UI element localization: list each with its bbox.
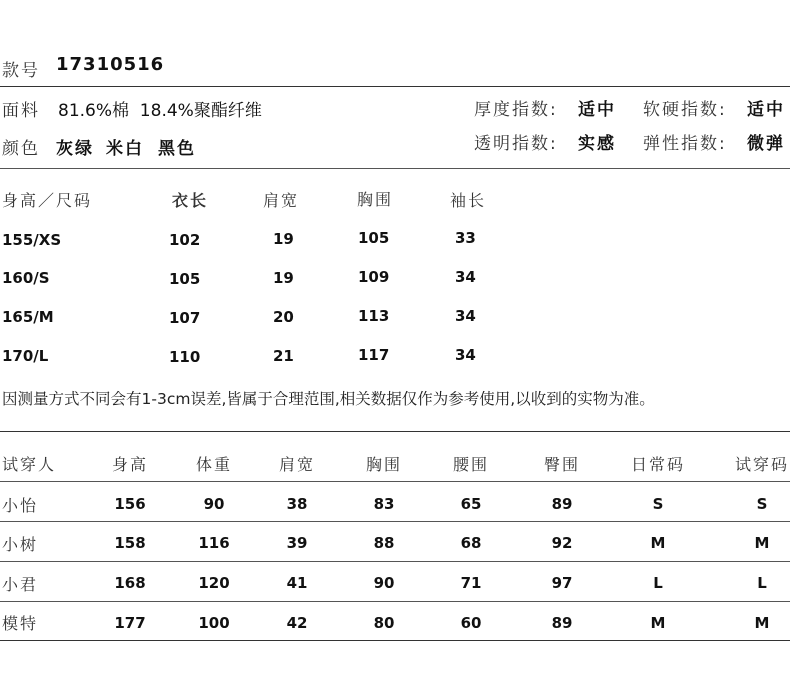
table-cell: 92 (551, 534, 573, 552)
table-cell: L (653, 574, 663, 592)
table-cell: 34 (455, 268, 476, 286)
table-cell: 156 (114, 495, 146, 513)
table-cell: 110 (169, 348, 201, 366)
table-cell: 177 (114, 614, 146, 632)
table-cell: 120 (198, 574, 230, 592)
fit-header-height: 身高 (111, 455, 149, 474)
table-row-name: 小树 (2, 535, 39, 554)
size-header-length: 衣长 (172, 191, 209, 210)
fabric-label: 面料 (2, 101, 40, 121)
elasticity-index-value: 微弹 (747, 134, 785, 154)
table-row-name: 小君 (2, 575, 39, 594)
table-cell: L (757, 574, 767, 592)
table-cell: M (754, 534, 770, 552)
table-row-name: 小怡 (2, 496, 39, 515)
table-cell: 38 (286, 495, 308, 513)
table-cell: 116 (198, 534, 230, 552)
table-cell: 34 (455, 346, 476, 364)
style-no-value: 17310516 (56, 54, 165, 75)
table-cell: 71 (460, 574, 482, 592)
color-value-1: 米白 (106, 139, 144, 159)
color-label: 颜色 (2, 139, 40, 159)
table-cell: 117 (358, 346, 390, 364)
table-cell: 68 (460, 534, 482, 552)
table-cell: 19 (273, 269, 294, 287)
divider (0, 561, 790, 562)
table-cell: 100 (198, 614, 230, 632)
table-cell: S (756, 495, 768, 513)
fit-header-chest: 胸围 (365, 455, 403, 474)
table-cell: 113 (358, 307, 390, 325)
style-no-label: 款号 (2, 61, 40, 81)
table-row-name: 模特 (2, 614, 39, 633)
table-row-size: 160/S (2, 269, 50, 287)
table-row-size: 155/XS (2, 231, 62, 249)
fit-header-hip: 臀围 (543, 455, 581, 474)
divider (0, 521, 790, 522)
table-cell: 60 (460, 614, 482, 632)
table-cell: 168 (114, 574, 146, 592)
measurement-note: 因测量方式不同会有1-3cm误差,皆属于合理范围,相关数据仅作为参考使用,以收到的实物为准。 (2, 390, 655, 408)
table-cell: 42 (286, 614, 308, 632)
thickness-index-value: 适中 (578, 100, 616, 120)
fit-header-waist: 腰围 (452, 455, 490, 474)
table-cell: 109 (358, 268, 390, 286)
divider (0, 640, 790, 641)
table-cell: 39 (286, 534, 308, 552)
fit-header-daily-size: 日常码 (630, 455, 686, 474)
table-cell: 90 (373, 574, 395, 592)
divider (0, 168, 790, 169)
transparency-index-label: 透明指数: (474, 134, 558, 154)
table-cell: 33 (455, 229, 476, 247)
table-cell: 21 (273, 347, 294, 365)
size-header-shoulder: 肩宽 (263, 191, 300, 210)
table-row-size: 165/M (2, 308, 54, 326)
thickness-index-label: 厚度指数: (474, 100, 558, 120)
divider (0, 601, 790, 602)
table-cell: 83 (373, 495, 395, 513)
fit-header-tester: 试穿人 (2, 455, 57, 474)
table-cell: 107 (169, 309, 201, 327)
divider (0, 86, 790, 87)
table-cell: 89 (551, 614, 573, 632)
table-cell: 34 (455, 307, 476, 325)
table-cell: M (650, 614, 666, 632)
table-cell: M (754, 614, 770, 632)
table-cell: S (652, 495, 664, 513)
table-cell: 20 (273, 308, 294, 326)
table-cell: 65 (460, 495, 482, 513)
size-header-chest: 胸围 (357, 190, 394, 209)
divider (0, 481, 790, 482)
softness-index-value: 适中 (747, 100, 785, 120)
table-cell: 105 (169, 270, 201, 288)
fit-header-shoulder: 肩宽 (278, 455, 316, 474)
color-value-2: 黑色 (158, 139, 196, 159)
fabric-value: 81.6%棉 18.4%聚酯纤维 (58, 101, 262, 121)
size-header-height-size: 身高／尺码 (2, 191, 93, 210)
table-cell: 97 (551, 574, 573, 592)
table-cell: 41 (286, 574, 308, 592)
size-header-sleeve: 袖长 (450, 191, 487, 210)
divider (0, 431, 790, 432)
fit-header-fit-size: 试穿码 (734, 455, 790, 474)
softness-index-label: 软硬指数: (643, 100, 727, 120)
table-cell: 90 (203, 495, 225, 513)
table-cell: 102 (169, 231, 201, 249)
table-cell: 158 (114, 534, 146, 552)
table-row-size: 170/L (2, 347, 49, 365)
table-cell: M (650, 534, 666, 552)
transparency-index-value: 实感 (578, 134, 616, 154)
table-cell: 89 (551, 495, 573, 513)
elasticity-index-label: 弹性指数: (643, 134, 727, 154)
table-cell: 19 (273, 230, 294, 248)
table-cell: 105 (358, 229, 390, 247)
table-cell: 88 (373, 534, 395, 552)
table-cell: 80 (373, 614, 395, 632)
fit-header-weight: 体重 (195, 455, 233, 474)
color-value-0: 灰绿 (56, 139, 94, 159)
